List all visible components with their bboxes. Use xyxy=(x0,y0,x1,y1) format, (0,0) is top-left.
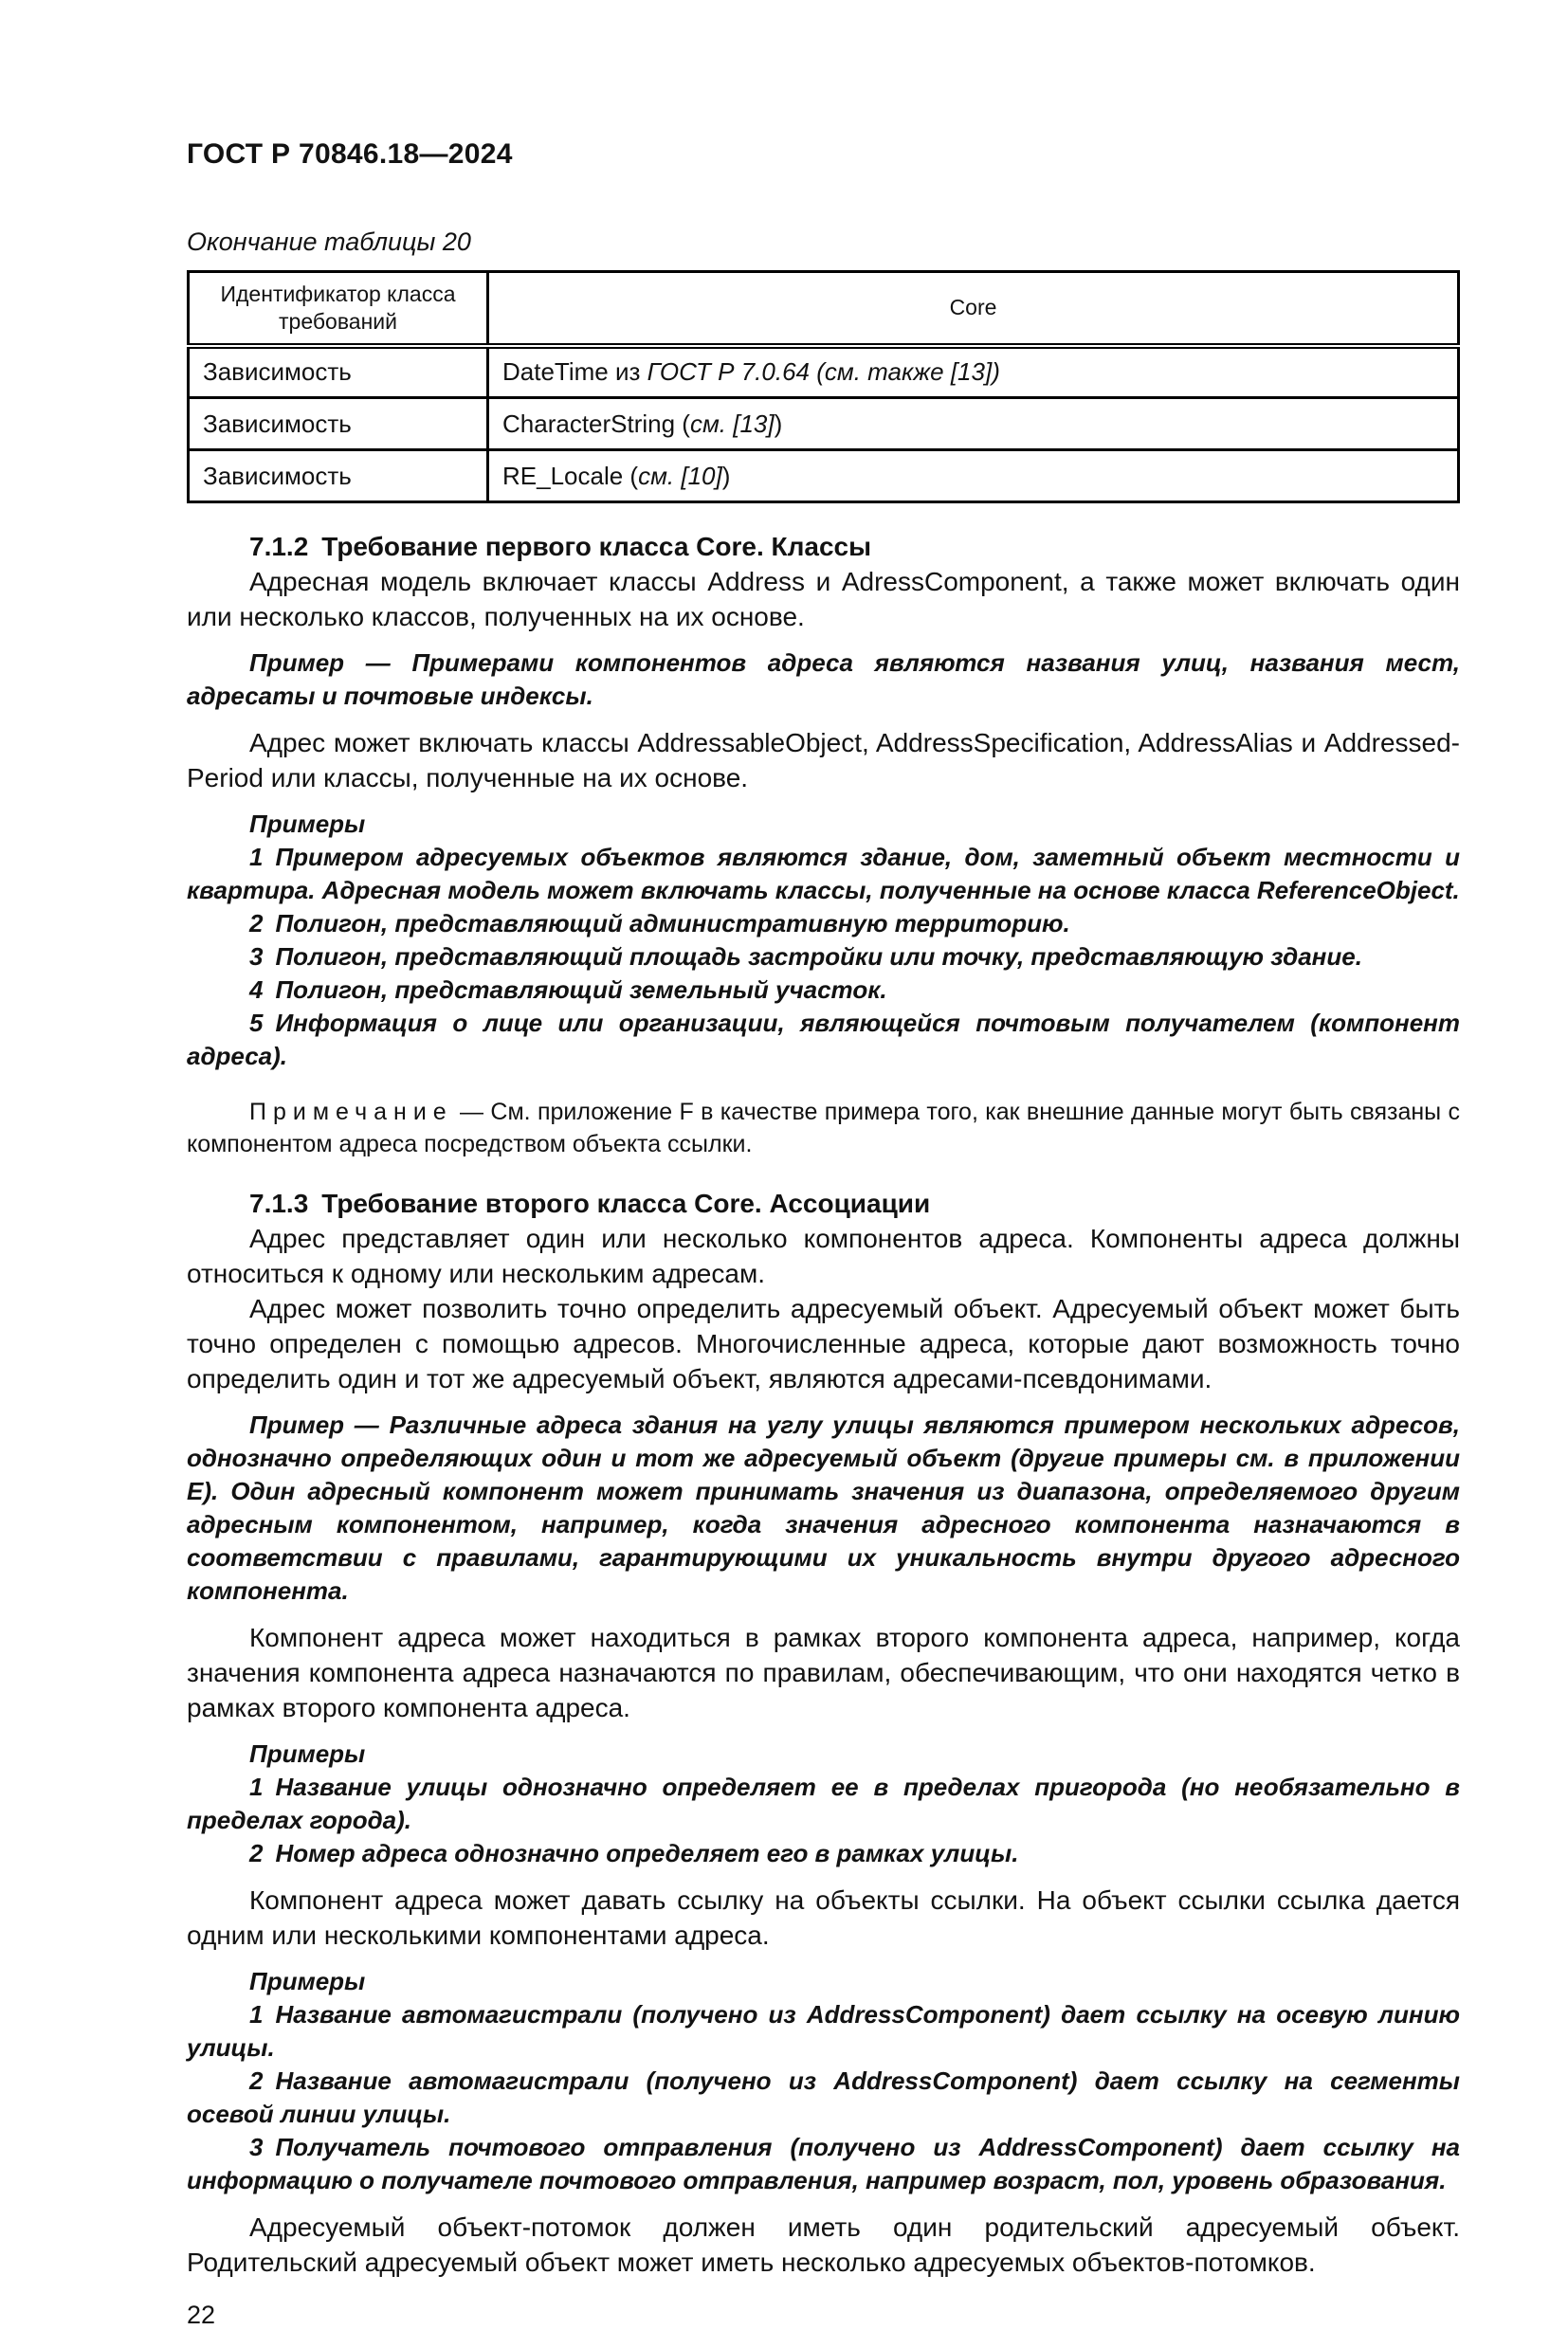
note-label: Примечание xyxy=(249,1099,453,1125)
example-item: 3 Полигон, представляющий площадь застройки или точку, представляющую здание. xyxy=(249,942,1362,971)
core-text: CharacterString ( xyxy=(502,409,690,438)
section-heading-713: 7.1.3 Требование второго класса Core. Ассоциации xyxy=(249,1189,931,1218)
table-header-row xyxy=(189,272,1459,346)
example-item: 4 Полигон, представляющий земельный участок. xyxy=(249,975,887,1004)
paragraph: Компонент адреса может давать ссылку на объекты ссылки. На объект ссылки ссылка дается одним или несколькими компонентами адреса. xyxy=(187,1885,1460,1950)
core-text: RE_Locale ( xyxy=(502,461,639,490)
example-item: 5 Информация о лице или организации, являющейся почтовым получателем (компонент адреса). xyxy=(187,1009,1460,1070)
paragraph: Компонент адреса может находиться в рамках второго компонента адреса, например, когда значения компонента адреса назначаются по правилам, обеспечивающим, что они находятся четко в рамках второго компонента адреса. xyxy=(187,1623,1460,1722)
section-heading-712: 7.1.2 Требование первого класса Core. Классы xyxy=(249,532,872,561)
core-text: ) xyxy=(774,409,783,438)
note-paragraph xyxy=(187,1096,1460,1160)
requirements-table xyxy=(187,270,1460,503)
cell-class-id: Зависимость xyxy=(189,398,488,450)
core-text-italic: см. [10] xyxy=(638,461,722,490)
table-row xyxy=(189,398,1459,450)
column-header-core: Core xyxy=(488,272,1459,346)
example-item: 2 Полигон, представляющий административную территорию. xyxy=(249,909,1070,937)
paragraph: Адрес может включать классы AddressableObject, AddressSpecification, AddressAlias и Addressed-Period или классы, полученные на их основе. xyxy=(187,728,1460,792)
core-text: ) xyxy=(721,461,731,490)
example-item: 1 Название улицы однозначно определяет ее в пределах пригорода (но необязательно в пределах города). xyxy=(187,1773,1460,1834)
cell-core xyxy=(488,346,1459,398)
example-paragraph: Пример — Различные адреса здания на углу улицы являются примером нескольких адресов, однозначно определяющих один и тот же адресуемый объект (другие примеры см. в приложении Е). Один адресный компонент может принимать значения из диапазона, определяемого другим адресным компонентом, например, когда значения адресного компонента назначаются в соответствии с правилами, гарантирующими их уникальность внутри другого адресного компонента. xyxy=(187,1411,1460,1605)
note-text: — См. приложение F в качестве примера того, как внешние данные могут быть связаны с компонентом адреса посредством объекта ссылки. xyxy=(187,1099,1460,1157)
example-item: 1 Примером адресуемых объектов являются здание, дом, заметный объект местности и квартира. Адресная модель может включать классы, полученные на основе класса ReferenceObject. xyxy=(187,843,1460,904)
cell-class-id: Зависимость xyxy=(189,346,488,398)
examples-label: Примеры xyxy=(249,1739,366,1768)
examples-label: Примеры xyxy=(249,1967,366,1995)
table-row xyxy=(189,450,1459,502)
table-caption: Окончание таблицы 20 xyxy=(187,228,471,256)
cell-core xyxy=(488,450,1459,502)
cell-class-id: Зависимость xyxy=(189,450,488,502)
core-text-italic: см. [13] xyxy=(689,409,775,438)
core-text: DateTime из xyxy=(502,357,647,387)
paragraph: Адрес представляет один или несколько компонентов адреса. Компоненты адреса должны относиться к одному или нескольким адресам. xyxy=(187,1224,1460,1288)
column-header-class-id: Идентификатор класса требований xyxy=(189,272,488,346)
paragraph: Адресуемый объект-потомок должен иметь один родительский адресуемый объект. Родительский адресуемый объект может иметь несколько адресуемых объектов-потомков. xyxy=(187,2212,1460,2277)
example-item: 2 Название автомагистрали (получено из AddressComponent) дает ссылку на сегменты осевой линии улицы. xyxy=(187,2066,1460,2128)
example-item: 3 Получатель почтового отправления (получено из AddressComponent) дает ссылку на информацию о получателе почтового отправления, например возраст, пол, уровень образования. xyxy=(187,2133,1460,2194)
cell-core xyxy=(488,398,1459,450)
example-paragraph: Пример — Примерами компонентов адреса являются названия улиц, названия мест, адресаты и почтовые индексы. xyxy=(187,648,1460,710)
example-item: 1 Название автомагистрали (получено из AddressComponent) дает ссылку на осевую линию улицы. xyxy=(187,2000,1460,2062)
standard-code: ГОСТ Р 70846.18—2024 xyxy=(187,138,513,170)
paragraph: Адресная модель включает классы Address и AdressComponent, а также может включать один или несколько классов, полученных на их основе. xyxy=(187,567,1460,631)
table-row xyxy=(189,346,1459,398)
example-item: 2 Номер адреса однозначно определяет его в рамках улицы. xyxy=(249,1839,1019,1867)
examples-label: Примеры xyxy=(249,810,366,838)
paragraph: Адрес может позволить точно определить адресуемый объект. Адресуемый объект может быть точно определен с помощью адресов. Многочисленные адреса, которые дают возможность точно определить один и тот же адресуемый объект, являются адресами-псевдонимами. xyxy=(187,1294,1460,1393)
page-number: 22 xyxy=(187,2301,216,2329)
core-text-italic: ГОСТ Р 7.0.64 (см. также [13]) xyxy=(647,357,1000,387)
